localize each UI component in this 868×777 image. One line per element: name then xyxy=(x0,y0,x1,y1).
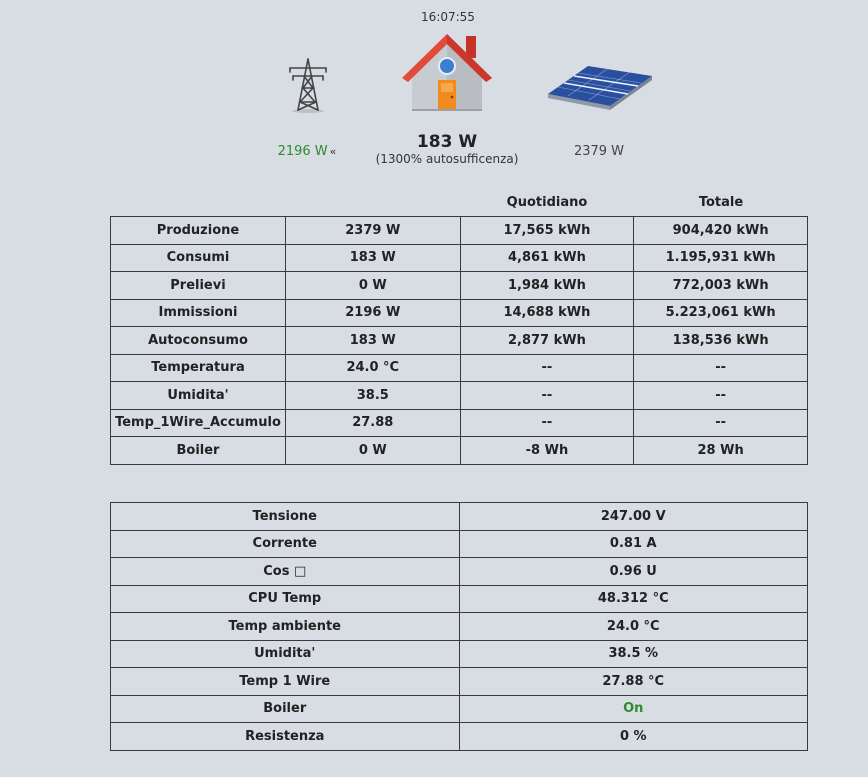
status-table-row xyxy=(111,503,808,531)
energy-table-row xyxy=(111,409,808,437)
table-cell: 38.5 xyxy=(285,382,460,410)
table-cell: 2196 W xyxy=(285,299,460,327)
table-cell: 48.312 °C xyxy=(459,585,807,613)
table-cell: -- xyxy=(634,382,808,410)
solar-panel-icon xyxy=(544,62,654,120)
house-power-value: 183 W xyxy=(416,132,478,152)
row-label: Immissioni xyxy=(111,299,286,327)
status-table-row xyxy=(111,640,808,668)
row-label: Consumi xyxy=(111,244,286,272)
status-table-row xyxy=(111,530,808,558)
row-label: Cos □ xyxy=(111,558,460,586)
table-cell: 904,420 kWh xyxy=(634,217,808,245)
table-cell: 0 W xyxy=(285,272,460,300)
row-label: Temp 1 Wire xyxy=(111,668,460,696)
table-cell: 27.88 °C xyxy=(459,668,807,696)
row-label: Tensione xyxy=(111,503,460,531)
row-label: Umidita' xyxy=(111,382,286,410)
energy-table-row xyxy=(111,272,808,300)
table-cell: 247.00 V xyxy=(459,503,807,531)
row-label: Temp ambiente xyxy=(111,613,460,641)
table-cell: 0.81 A xyxy=(459,530,807,558)
row-label: Boiler xyxy=(111,695,460,723)
row-label: Boiler xyxy=(111,437,286,465)
status-table-row xyxy=(111,613,808,641)
table-cell: 17,565 kWh xyxy=(460,217,634,245)
status-table-row xyxy=(111,695,808,723)
clock-time: 16:07:55 xyxy=(421,10,475,24)
table-cell: -8 Wh xyxy=(460,437,634,465)
table-cell: 772,003 kWh xyxy=(634,272,808,300)
table-cell: 183 W xyxy=(285,244,460,272)
table-cell: 0 % xyxy=(459,723,807,751)
table-cell: -- xyxy=(460,354,634,382)
energy-table-row xyxy=(111,299,808,327)
energy-table-row xyxy=(111,217,808,245)
energy-table-row xyxy=(111,244,808,272)
table-cell: 183 W xyxy=(285,327,460,355)
energy-table-row xyxy=(111,437,808,465)
row-label: Temperatura xyxy=(111,354,286,382)
column-header-total: Totale xyxy=(698,195,744,210)
table-cell: 1,984 kWh xyxy=(460,272,634,300)
row-label: Resistenza xyxy=(111,723,460,751)
table-cell: 5.223,061 kWh xyxy=(634,299,808,327)
table-cell: 138,536 kWh xyxy=(634,327,808,355)
grid-power-readout xyxy=(262,144,352,159)
table-cell: 0.96 U xyxy=(459,558,807,586)
energy-table-row xyxy=(111,354,808,382)
energy-table-row xyxy=(111,382,808,410)
power-pylon-icon xyxy=(284,58,332,114)
row-label: Prelievi xyxy=(111,272,286,300)
energy-table-row xyxy=(111,327,808,355)
status-table-row xyxy=(111,668,808,696)
table-cell: 24.0 °C xyxy=(285,354,460,382)
table-cell: 28 Wh xyxy=(634,437,808,465)
column-header-daily: Quotidiano xyxy=(506,195,588,210)
table-cell: 1.195,931 kWh xyxy=(634,244,808,272)
table-cell: 0 W xyxy=(285,437,460,465)
row-label: Temp_1Wire_Accumulo xyxy=(111,409,286,437)
table-cell: On xyxy=(459,695,807,723)
row-label: Autoconsumo xyxy=(111,327,286,355)
table-cell: -- xyxy=(460,409,634,437)
table-cell: 24.0 °C xyxy=(459,613,807,641)
table-cell: 4,861 kWh xyxy=(460,244,634,272)
row-label: Produzione xyxy=(111,217,286,245)
table-cell: -- xyxy=(460,382,634,410)
table-cell: -- xyxy=(634,409,808,437)
house-power-readout xyxy=(368,132,526,166)
row-label: Umidita' xyxy=(111,640,460,668)
solar-power-value: 2379 W xyxy=(573,144,625,159)
status-table xyxy=(110,502,808,751)
status-table-row xyxy=(111,585,808,613)
status-table-row xyxy=(111,723,808,751)
table-cell: 2,877 kWh xyxy=(460,327,634,355)
status-table-row xyxy=(111,558,808,586)
table-cell: -- xyxy=(634,354,808,382)
energy-table xyxy=(110,216,808,465)
table-cell: 27.88 xyxy=(285,409,460,437)
grid-power-value: 2196 W xyxy=(277,144,328,159)
grid-flow-arrow-icon: « xyxy=(329,145,337,158)
row-label: CPU Temp xyxy=(111,585,460,613)
row-label: Corrente xyxy=(111,530,460,558)
table-cell: 38.5 % xyxy=(459,640,807,668)
house-icon xyxy=(400,28,494,112)
table-cell: 2379 W xyxy=(285,217,460,245)
table-cell: 14,688 kWh xyxy=(460,299,634,327)
autosufficiency-label: (1300% autosufficenza) xyxy=(375,152,519,166)
